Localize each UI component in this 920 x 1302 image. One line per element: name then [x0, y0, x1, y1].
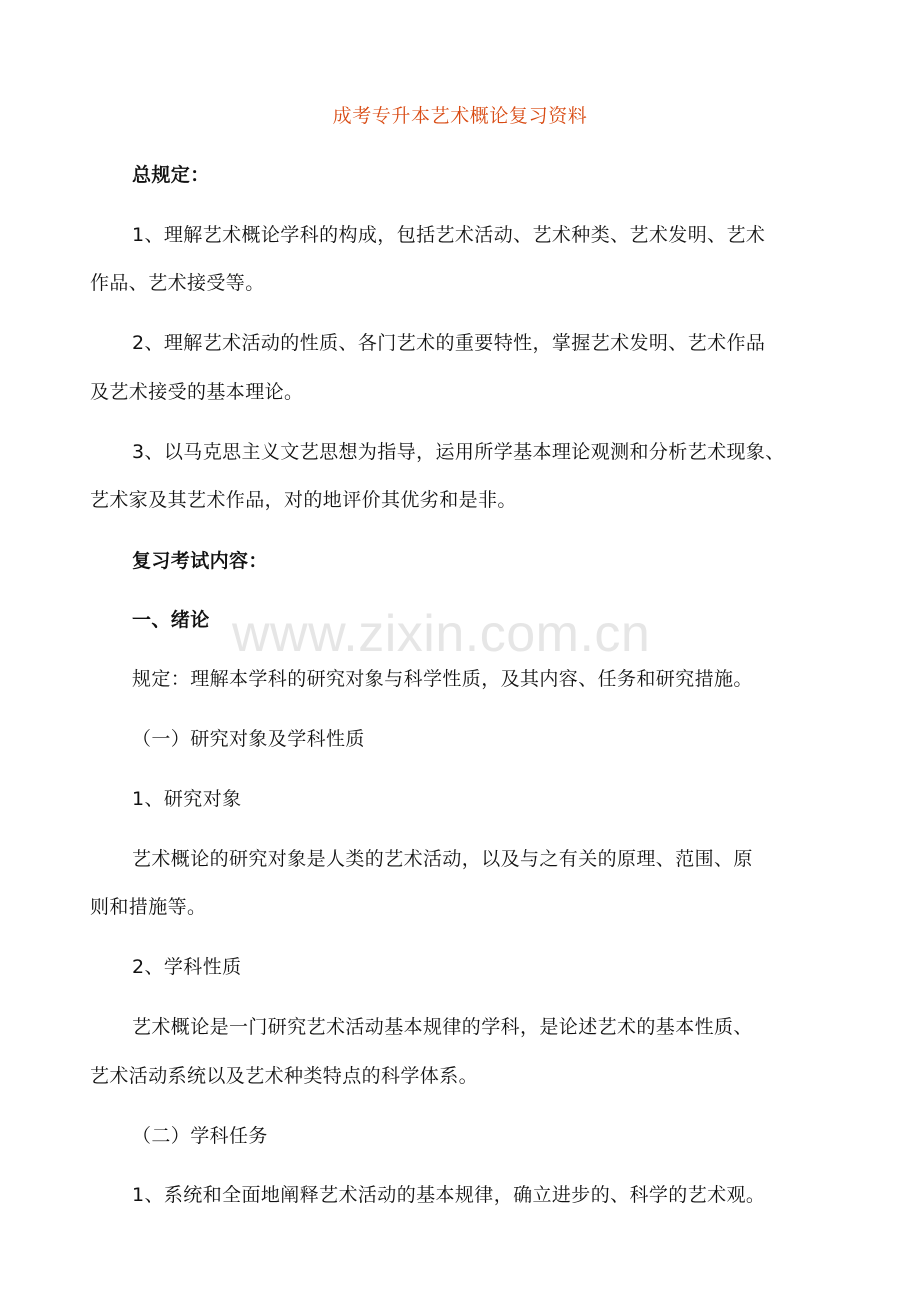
paragraph-line: 1、系统和全面地阐释艺术活动的基本规律，确立进步的、科学的艺术观。 — [132, 1184, 766, 1206]
paragraph-line: 2、理解艺术活动的性质、各门艺术的重要特性，掌握艺术发明、艺术作品 — [132, 332, 766, 354]
paragraph-line: 艺术概论是一门研究艺术活动基本规律的学科，是论述艺术的基本性质、 — [132, 1016, 753, 1038]
chapter-heading: 一、绪论 — [132, 609, 210, 631]
section-heading-general-rules: 总规定： — [132, 164, 210, 186]
paragraph-line: 规定：理解本学科的研究对象与科学性质，及其内容、任务和研究措施。 — [132, 668, 753, 690]
paragraph-line: 艺术概论的研究对象是人类的艺术活动，以及与之有关的原理、范围、原 — [132, 848, 753, 870]
paragraph-line: 艺术活动系统以及艺术种类特点的科学体系。 — [90, 1065, 479, 1087]
item-heading: 2、学科性质 — [132, 956, 242, 978]
subsection-heading: （二）学科任务 — [132, 1125, 268, 1147]
document-title: 成考专升本艺术概论复习资料 — [332, 105, 588, 127]
paragraph-line: 则和措施等。 — [90, 896, 207, 918]
paragraph-line: 及艺术接受的基本理论。 — [90, 381, 304, 403]
paragraph-line: 3、以马克思主义文艺思想为指导，运用所学基本理论观测和分析艺术现象、 — [132, 441, 785, 463]
paragraph-line: 1、理解艺术概论学科的构成，包括艺术活动、艺术种类、艺术发明、艺术 — [132, 224, 766, 246]
paragraph-line: 艺术家及其艺术作品，对的地评价其优劣和是非。 — [90, 489, 517, 511]
paragraph-line: 作品、艺术接受等。 — [90, 272, 265, 294]
section-heading-exam-content: 复习考试内容： — [132, 550, 268, 572]
watermark: www.zixin.com.cn — [232, 605, 651, 663]
item-heading: 1、研究对象 — [132, 788, 242, 810]
subsection-heading: （一）研究对象及学科性质 — [132, 728, 365, 750]
